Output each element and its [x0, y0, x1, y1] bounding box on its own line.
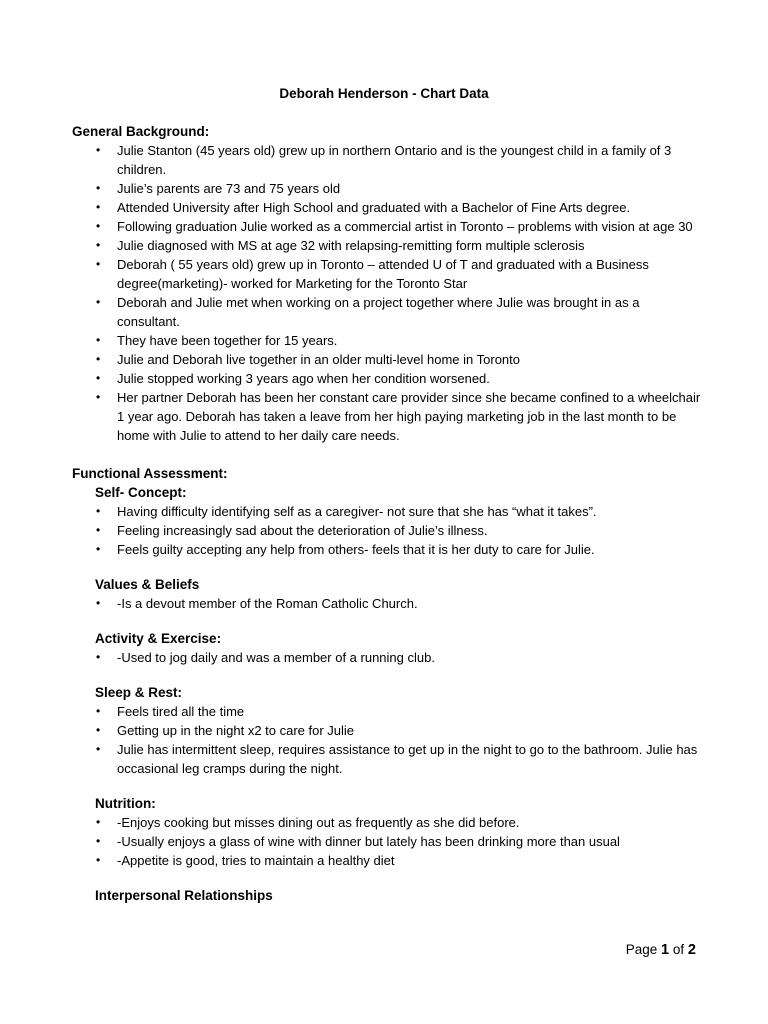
bullet-icon: •: [96, 143, 101, 157]
list-item: • -Appetite is good, tries to maintain a healthy diet: [96, 853, 395, 868]
total-page-number: 2: [687, 942, 696, 958]
bullet-icon: •: [96, 834, 101, 848]
list-item: • Getting up in the night x2 to care for Julie: [96, 723, 355, 738]
bullet-icon: •: [96, 504, 101, 518]
functional-assessment-heading: Functional Assessment:: [72, 466, 228, 481]
list-item: • Deborah ( 55 years old) grew up in Toronto – attended U of T and graduated with a Business degree(marketing)- worked for Marketing for the Toronto Star: [96, 257, 649, 291]
bullet-icon: •: [96, 523, 101, 537]
bullet-icon: •: [96, 238, 101, 252]
of-label: of: [672, 942, 685, 957]
document-body: [72, 122, 702, 905]
list-item: • Deborah and Julie met when working on a project together where Julie was brought in as a consultant.: [96, 295, 640, 329]
bullet-icon: •: [96, 333, 101, 347]
current-page-number: 1: [661, 942, 670, 958]
self-concept-heading: Self- Concept:: [95, 485, 187, 500]
bullet-icon: •: [96, 723, 101, 737]
self-concept-list: [72, 502, 702, 559]
list-item: • Feels guilty accepting any help from others- feels that it is her duty to care for Julie.: [96, 542, 595, 557]
bullet-icon: •: [96, 181, 101, 195]
list-item: • Julie’s parents are 73 and 75 years old: [96, 181, 341, 196]
bullet-icon: •: [96, 596, 101, 610]
sleep-rest-list: [72, 702, 702, 778]
list-item: • -Is a devout member of the Roman Catholic Church.: [96, 596, 418, 611]
bullet-icon: •: [96, 257, 101, 271]
values-beliefs-list: [72, 594, 702, 613]
page-label: Page: [625, 942, 658, 957]
spacer: [72, 870, 702, 886]
bullet-icon: •: [96, 390, 101, 404]
list-item: • Julie and Deborah live together in an older multi-level home in Toronto: [96, 352, 520, 367]
values-beliefs-heading: Values & Beliefs: [95, 577, 200, 592]
bullet-icon: •: [96, 371, 101, 385]
list-item: • Julie diagnosed with MS at age 32 with relapsing-remitting form multiple sclerosis: [96, 238, 585, 253]
list-item: • Following graduation Julie worked as a commercial artist in Toronto – problems with vision at age 30: [96, 219, 693, 234]
bullet-icon: •: [96, 295, 101, 309]
list-item: • Having difficulty identifying self as a caregiver- not sure that she has “what it takes”.: [96, 504, 597, 519]
list-item: • Julie has intermittent sleep, requires assistance to get up in the night to go to the bathroom. Julie has occasional leg cramps during the night.: [96, 742, 698, 776]
spacer: [72, 667, 702, 683]
list-item: • Julie Stanton (45 years old) grew up in northern Ontario and is the youngest child in a family of 3 children.: [96, 143, 672, 177]
sleep-rest-heading: Sleep & Rest:: [95, 685, 183, 700]
list-item: • Attended University after High School and graduated with a Bachelor of Fine Arts degree.: [96, 200, 631, 215]
page-number-footer: [626, 940, 696, 960]
list-item: • -Used to jog daily and was a member of a running club.: [96, 650, 435, 665]
bullet-icon: •: [96, 352, 101, 366]
document-title: Deborah Henderson - Chart Data: [279, 86, 489, 101]
spacer: [72, 559, 702, 575]
nutrition-list: [72, 813, 702, 870]
spacer: [72, 613, 702, 629]
bullet-icon: •: [96, 704, 101, 718]
list-item: • -Enjoys cooking but misses dining out as frequently as she did before.: [96, 815, 520, 830]
bullet-icon: •: [96, 650, 101, 664]
list-item: • -Usually enjoys a glass of wine with dinner but lately has been drinking more than usual: [96, 834, 620, 849]
nutrition-heading: Nutrition:: [95, 796, 156, 811]
list-item: • Feeling increasingly sad about the deterioration of Julie’s illness.: [96, 523, 488, 538]
bullet-icon: •: [96, 542, 101, 556]
activity-exercise-heading: Activity & Exercise:: [95, 631, 222, 646]
interpersonal-heading: Interpersonal Relationships: [95, 888, 273, 903]
list-item: • Julie stopped working 3 years ago when her condition worsened.: [96, 371, 490, 386]
spacer: [72, 445, 702, 464]
general-background-heading: General Background:: [72, 124, 210, 139]
bullet-icon: •: [96, 853, 101, 867]
bullet-icon: •: [96, 200, 101, 214]
activity-exercise-list: [72, 648, 702, 667]
general-background-list: [72, 141, 702, 445]
list-item: • They have been together for 15 years.: [96, 333, 338, 348]
bullet-icon: •: [96, 219, 101, 233]
bullet-icon: •: [96, 815, 101, 829]
list-item: • Feels tired all the time: [96, 704, 245, 719]
spacer: [72, 778, 702, 794]
bullet-icon: •: [96, 742, 101, 756]
list-item: • Her partner Deborah has been her constant care provider since she became confined to a wheelchair 1 year ago. Deborah has taken a leave from her high paying marketing job in the last month to be home with Julie to attend to her daily care needs.: [96, 390, 701, 443]
